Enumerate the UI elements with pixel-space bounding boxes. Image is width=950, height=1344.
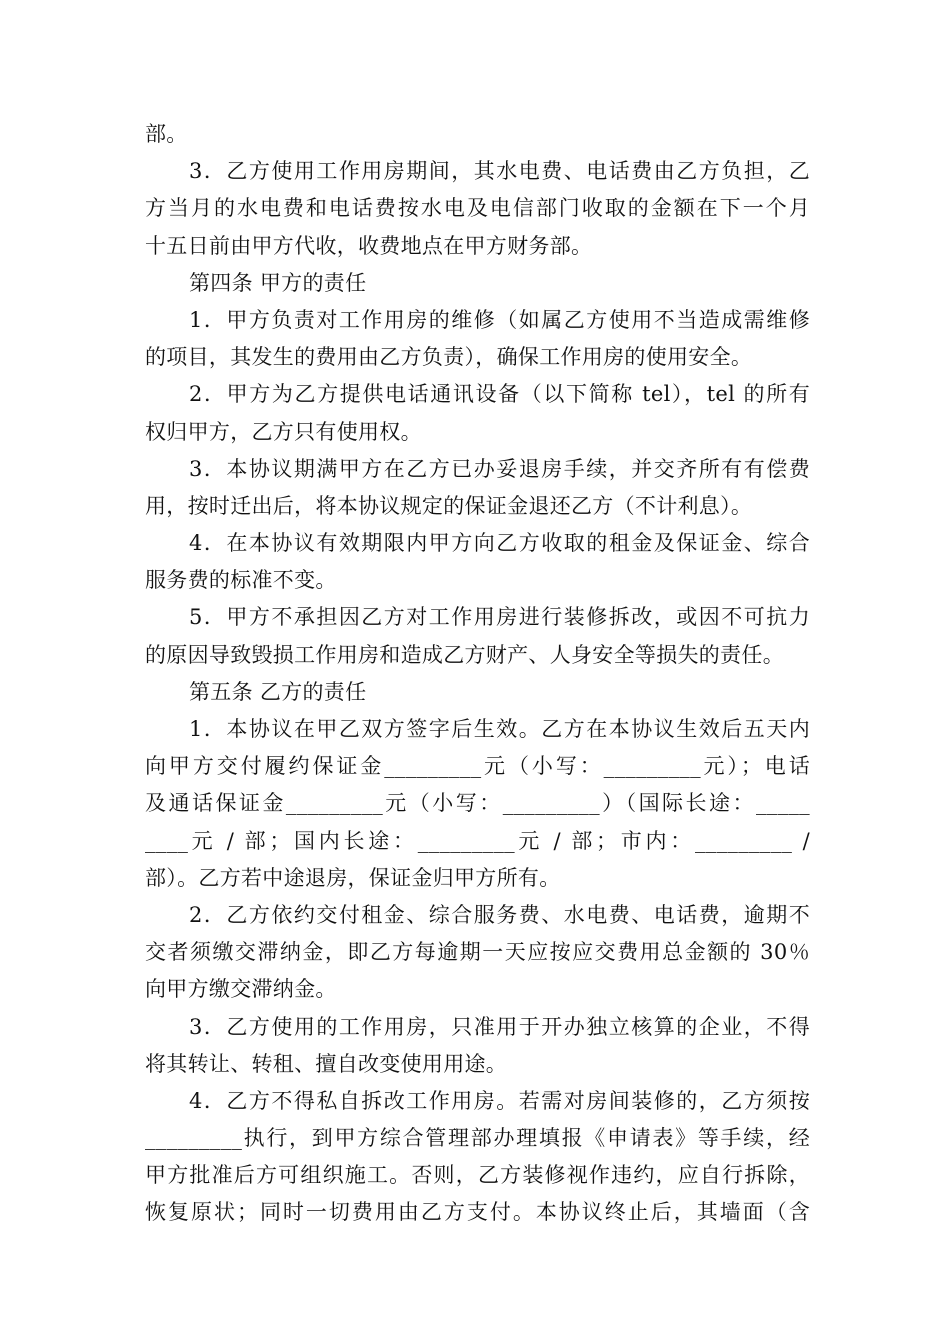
text-line: 将其转让、转租、擅自改变使用用途。 xyxy=(145,1051,508,1076)
text-line: 用，按时迁出后，将本协议规定的保证金退还乙方（不计利息）。 xyxy=(145,493,753,518)
text-line: 十五日前由甲方代收，收费地点在甲方财务部。 xyxy=(145,233,593,258)
text-line: 1．甲方负责对工作用房的维修（如属乙方使用不当造成需维修 xyxy=(189,307,810,332)
text-line: 交者须缴交滞纳金，即乙方每逾期一天应按应交费用总金额的 30％ xyxy=(145,940,810,965)
text-line: 恢复原状；同时一切费用由乙方支付。本协议终止后，其墙面（含 xyxy=(145,1200,810,1225)
text-line: 4．乙方不得私自拆改工作用房。若需对房间装修的，乙方须按 xyxy=(189,1088,810,1113)
text-line: 部）。乙方若中途退房，保证金归甲方所有。 xyxy=(145,865,561,890)
text-line: 甲方批准后方可组织施工。否则，乙方装修视作违约，应自行拆除， xyxy=(145,1163,810,1188)
text-line: 向甲方交付履约保证金_________元（小写：_________元）；电话 xyxy=(145,754,810,779)
text-line: 3．乙方使用工作用房期间，其水电费、电话费由乙方负担，乙 xyxy=(189,159,810,184)
text-line: 2．甲方为乙方提供电话通讯设备（以下简称 tel），tel 的所有 xyxy=(189,382,810,407)
text-line: 2．乙方依约交付租金、综合服务费、水电费、电话费，逾期不 xyxy=(189,902,810,927)
text-line: 第四条 甲方的责任 xyxy=(189,270,367,295)
text-line: 3．本协议期满甲方在乙方已办妥退房手续，并交齐所有有偿费 xyxy=(189,456,810,481)
text-line: 第五条 乙方的责任 xyxy=(189,679,367,704)
text-line: 服务费的标准不变。 xyxy=(145,568,337,593)
text-line: 3．乙方使用的工作用房，只准用于开办独立核算的企业，不得 xyxy=(189,1014,810,1039)
text-line: 向甲方缴交滞纳金。 xyxy=(145,977,337,1002)
text-line: 及通话保证金_________元（小写：_________）（国际长途：_____ xyxy=(145,791,810,816)
text-line: 4．在本协议有效期限内甲方向乙方收取的租金及保证金、综合 xyxy=(189,531,810,556)
text-line: _________执行，到甲方综合管理部办理填报《申请表》等手续，经 xyxy=(145,1126,810,1151)
text-line: 1．本协议在甲乙双方签字后生效。乙方在本协议生效后五天内 xyxy=(189,717,810,741)
text-line: 部。 xyxy=(145,122,188,146)
text-line: 的项目，其发生的费用由乙方负责），确保工作用房的使用安全。 xyxy=(145,345,753,370)
text-line: 权归甲方，乙方只有使用权。 xyxy=(145,419,422,444)
text-line: ____元 / 部；国内长途：_________元 / 部；市内：_________ / xyxy=(145,828,810,853)
text-line: 5．甲方不承担因乙方对工作用房进行装修拆改，或因不可抗力 xyxy=(189,605,810,630)
text-line: 方当月的水电费和电话费按水电及电信部门收取的金额在下一个月 xyxy=(145,196,810,221)
text-line: 的原因导致毁损工作用房和造成乙方财产、人身安全等损失的责任。 xyxy=(145,642,784,667)
